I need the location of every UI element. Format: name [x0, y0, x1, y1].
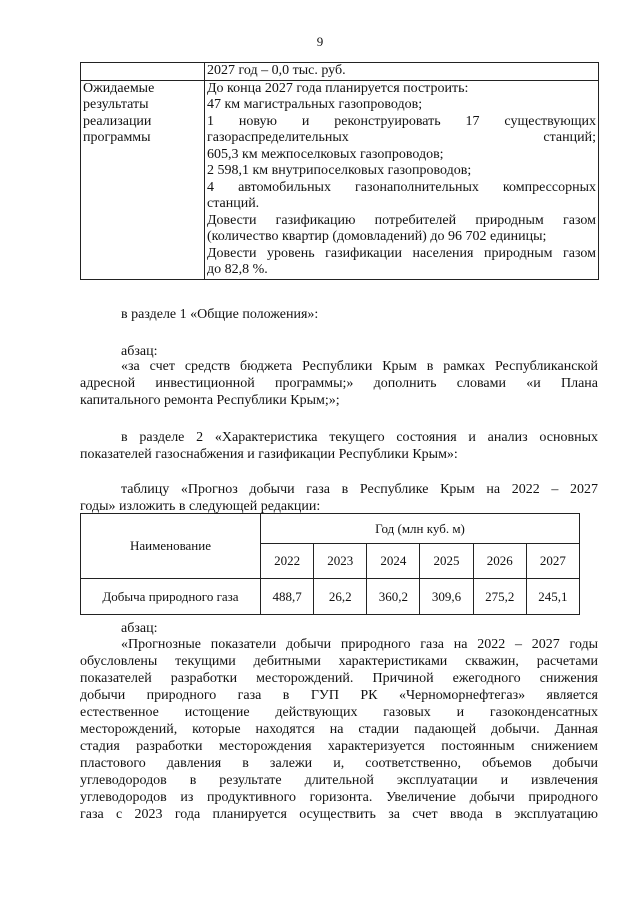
expected-results-label — [81, 80, 205, 279]
paragraph-line: «за счет средств бюджета Республики Крым в рамках Республиканской — [121, 359, 598, 374]
value-cell: 245,1 — [526, 579, 579, 615]
label-line: программы — [83, 130, 151, 145]
paragraph-line: показателей газоснабжения и газификации Республики Крым»: — [80, 447, 458, 462]
paragraph-line: пластового давления в залежи и, соответственно, объемов добычи — [80, 756, 598, 771]
paragraph-line: добычи природного газа в ГУП РК «Черноморнефтегаз» является — [80, 688, 598, 703]
paragraph-line: углеводородов из продуктивного горизонта. Увеличение добычи природного — [80, 790, 598, 805]
value-cell: 26,2 — [314, 579, 367, 615]
result-line: (количество квартир (домовладений) до 96 702 единицы; — [207, 229, 547, 244]
paragraph-line: обусловлены текущими дебитными характеристиками скважин, расчетами — [80, 654, 598, 669]
expected-results-text — [205, 80, 599, 279]
year-cell: 2022 — [261, 544, 314, 579]
section1-heading-block — [80, 306, 598, 323]
result-line: газораспределительных станций; — [207, 130, 596, 145]
result-line: до 82,8 %. — [207, 262, 268, 277]
value-cell: 360,2 — [367, 579, 420, 615]
abzac1-paragraph — [80, 358, 598, 409]
year-cell: 2024 — [367, 544, 420, 579]
paragraph-line: газа с 2023 года планируется осуществить за счет ввода в эксплуатацию — [80, 807, 598, 822]
label-line: результаты — [83, 97, 149, 112]
year-cell: 2026 — [473, 544, 526, 579]
paragraph-line: «Прогнозные показатели добычи природного газа на 2022 – 2027 годы — [121, 637, 598, 652]
value-cell: 275,2 — [473, 579, 526, 615]
abzac1-label: абзац: — [121, 344, 158, 359]
paragraph-line: естественное истощение действующих газовых и газоконденсатных — [80, 705, 598, 720]
result-line: 605,3 км межпоселковых газопроводов; — [207, 146, 444, 162]
result-line: До конца 2027 года планируется построить: — [207, 80, 469, 96]
year-cell: 2025 — [420, 544, 473, 579]
paragraph-line: капитального ремонта Республики Крым;»; — [80, 393, 340, 408]
label-line: реализации — [83, 113, 152, 129]
section2-paragraph — [80, 429, 598, 463]
paragraph-line: в разделе 2 «Характеристика текущего состояния и анализ основных — [121, 430, 598, 445]
section1-heading: в разделе 1 «Общие положения»: — [121, 307, 319, 322]
abzac2-label-block — [80, 620, 598, 637]
paragraph-line: годы» изложить в следующей редакции: — [80, 499, 321, 514]
paragraph-line: адресной инвестиционной программы;» дополнить словами «и Плана — [80, 376, 598, 391]
result-line: Довести газификацию потребителей природным газом — [207, 212, 596, 228]
result-line: 2 598,1 км внутрипоселковых газопроводов; — [207, 163, 472, 178]
year-cell: 2023 — [314, 544, 367, 579]
value-cell: 488,7 — [261, 579, 314, 615]
result-line: 47 км магистральных газопроводов; — [207, 97, 423, 112]
empty-cell — [81, 63, 205, 81]
result-line: 1 новую и реконструировать 17 существующих — [207, 113, 596, 129]
year-cell: 2027 — [526, 544, 579, 579]
name-header: Наименование — [81, 514, 261, 579]
gas-production-table — [80, 513, 580, 615]
table-header-row — [81, 514, 580, 544]
program-passport-table — [80, 62, 599, 280]
paragraph-line: таблицу «Прогноз добычи газа в Республике Крым на 2022 – 2027 — [121, 482, 598, 497]
year-header: Год (млн куб. м) — [261, 514, 580, 544]
table-intro-paragraph — [80, 481, 598, 515]
paragraph-line: углеводородов в результате длительной эксплуатации и извлечения — [80, 773, 598, 788]
table-row — [81, 80, 599, 279]
paragraph-line: стадия разработки месторождения характеризуется постоянным снижением — [80, 739, 598, 754]
result-line: станций. — [207, 196, 260, 211]
paragraph-line: показателей разработки месторождений. Причиной ежегодного снижения — [80, 671, 598, 686]
label-line: Ожидаемые — [83, 80, 155, 96]
result-line: 4 автомобильных газонаполнительных компрессорных — [207, 179, 596, 195]
funding-2027-cell: 2027 год – 0,0 тыс. руб. — [205, 63, 599, 81]
page-number: 9 — [316, 34, 324, 49]
forecast-paragraph — [80, 636, 598, 823]
table-row — [81, 579, 580, 615]
abzac2-label: абзац: — [121, 621, 158, 636]
table-row — [81, 63, 599, 81]
row-label: Добыча природного газа — [81, 579, 261, 615]
paragraph-line: месторождений, которые находятся на стадии падающей добычи. Данная — [80, 722, 598, 737]
value-cell: 309,6 — [420, 579, 473, 615]
result-line: Довести уровень газификации населения природным газом — [207, 245, 596, 261]
